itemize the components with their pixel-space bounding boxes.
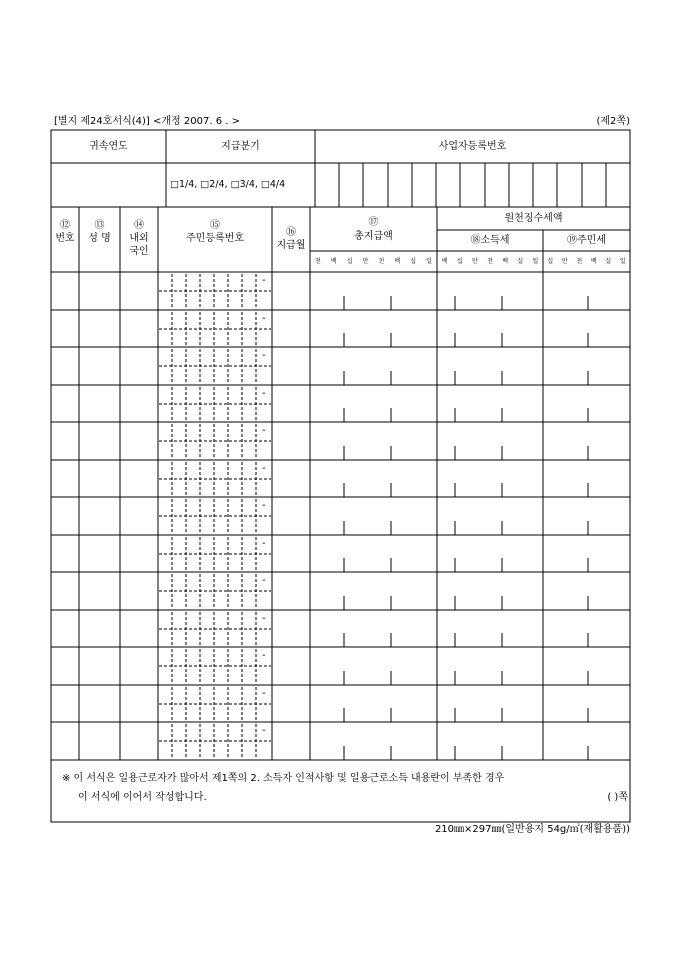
note-line1: ※ 이 서식은 일용근로자가 많아서 제1쪽의 2. 소득자 인적사항 및 일용근로소득 내용란이 부족한 경우 [62, 773, 505, 784]
unit-label: 십 [346, 258, 353, 265]
table-row[interactable] [52, 498, 629, 534]
rrn-hyphen: - [262, 613, 266, 624]
unit-label: 만 [362, 258, 369, 265]
unit-label: 천 [487, 258, 493, 265]
unit-label: 천 [378, 258, 385, 265]
col-name-label: 성 명 [88, 233, 111, 244]
col-month-label: 지급월 [276, 240, 306, 251]
col-name-num: ⑬ [94, 220, 105, 231]
unit-label: 만 [561, 258, 568, 265]
unit-label: 일 [532, 258, 539, 265]
table-row[interactable] [52, 273, 629, 309]
col-rrn-num: ⑮ [210, 220, 220, 231]
quarter-options[interactable]: □1/4, □2/4, □3/4, □4/4 [170, 179, 286, 190]
unit-label: 천 [315, 258, 321, 265]
unit-label: 백 [502, 258, 509, 265]
page-number-blank[interactable]: ( )쪽 [607, 792, 628, 803]
col-resident-tax-label: ⑲주민세 [567, 235, 606, 246]
table-row[interactable] [52, 386, 629, 421]
form-header-left: [별지 제24호서식(4)] <개정 2007. 6 . > [54, 116, 240, 127]
rrn-hyphen: - [262, 463, 266, 474]
table-row[interactable] [52, 461, 629, 496]
bizno-label: 사업자등록번호 [438, 141, 507, 152]
rrn-hyphen: - [262, 688, 266, 699]
unit-label: 십 [410, 258, 417, 265]
table-row[interactable] [52, 686, 629, 721]
table-row[interactable] [52, 723, 629, 759]
col-no-label: 번호 [55, 233, 75, 244]
rrn-hyphen: - [262, 388, 266, 399]
table-row[interactable] [52, 536, 629, 571]
form-header-right: (제2쪽) [596, 116, 630, 127]
unit-label: 십 [605, 258, 612, 265]
table-row[interactable] [52, 573, 629, 609]
year-label: 귀속연도 [89, 141, 128, 152]
table-row[interactable] [52, 348, 629, 384]
rrn-hyphen: - [262, 275, 266, 286]
unit-label: 백 [330, 258, 337, 265]
unit-label: 백 [394, 258, 401, 265]
paper-spec-footer: 210㎜×297㎜(일반용지 54g/㎡(재활용품)) [434, 824, 630, 835]
col-nat-label2: 국인 [129, 246, 149, 257]
table-row[interactable] [52, 423, 629, 459]
note-line2: 이 서식에 이어서 작성합니다. [78, 792, 207, 803]
unit-label: 백 [441, 258, 448, 265]
unit-label: 십 [517, 258, 524, 265]
col-no-num: ⑫ [60, 220, 70, 231]
quarter-label: 지급분기 [221, 141, 260, 152]
unit-label: 백 [590, 258, 597, 265]
table-row[interactable] [52, 311, 629, 346]
unit-label: 십 [547, 258, 554, 265]
rrn-hyphen: - [262, 725, 266, 736]
col-total-label: 총지급액 [354, 231, 393, 242]
rrn-hyphen: - [262, 575, 266, 586]
year-field[interactable] [52, 164, 165, 206]
col-withholding-label: 원천징수세액 [504, 213, 563, 224]
rrn-hyphen: - [262, 425, 266, 436]
col-rrn-label: 주민등록번호 [186, 233, 244, 244]
col-income-tax-label: ⑱소득세 [470, 235, 510, 246]
col-nat-label1: 내외 [129, 233, 149, 244]
rrn-hyphen: - [262, 313, 266, 324]
col-total-num: ⑰ [368, 217, 379, 228]
rrn-hyphen: - [262, 500, 266, 511]
col-nat-num: ⑭ [134, 220, 144, 231]
unit-label: 만 [471, 258, 478, 265]
unit-label: 십 [456, 258, 463, 265]
rrn-hyphen: - [262, 538, 266, 549]
unit-label: 천 [576, 258, 583, 265]
unit-label: 일 [619, 258, 626, 265]
table-row[interactable] [52, 611, 629, 646]
col-month-num: ⑯ [286, 227, 296, 238]
rrn-hyphen: - [262, 350, 266, 361]
unit-label: 일 [426, 258, 432, 265]
rrn-hyphen: - [262, 650, 266, 661]
table-row[interactable] [52, 648, 629, 684]
